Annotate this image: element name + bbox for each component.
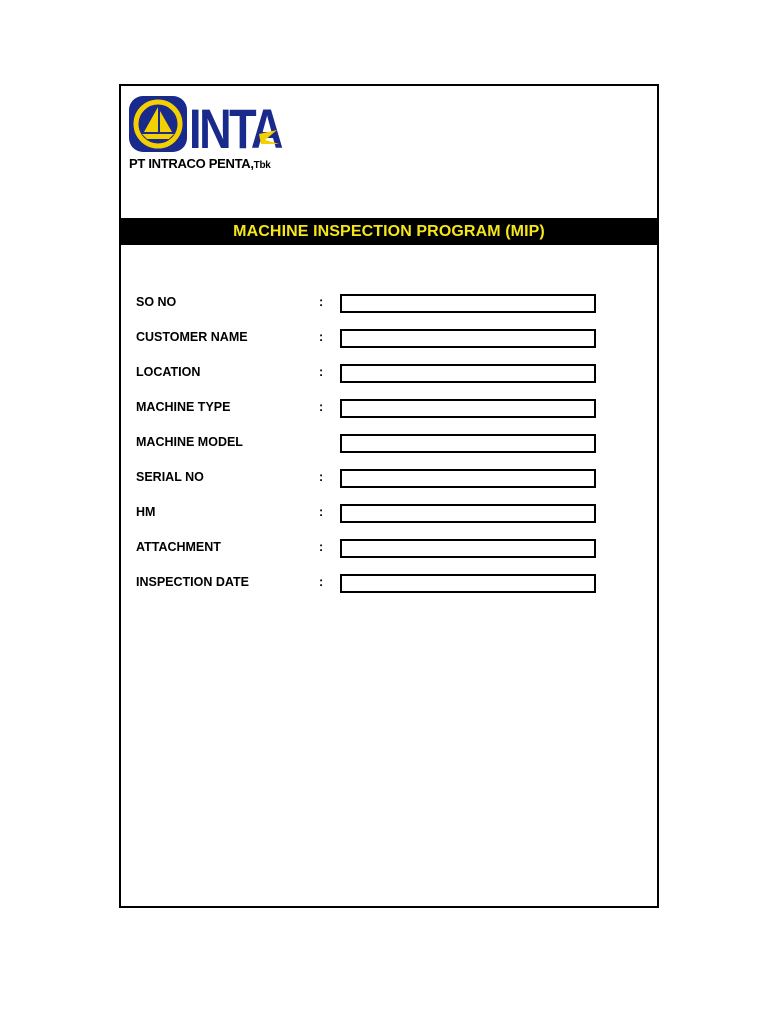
- company-name: [129, 156, 271, 171]
- machine-type-field[interactable]: [340, 399, 596, 418]
- form-row-inspection-date: [121, 574, 657, 609]
- form-row-machine-type: [121, 399, 657, 434]
- field-colon: :: [319, 295, 324, 309]
- field-label: MACHINE TYPE: [136, 400, 231, 414]
- form-row-location: [121, 364, 657, 399]
- machine-model-field[interactable]: [340, 434, 596, 453]
- customer-name-field[interactable]: [340, 329, 596, 348]
- attachment-field[interactable]: [340, 539, 596, 558]
- inspection-date-field[interactable]: [340, 574, 596, 593]
- so-no-field[interactable]: [340, 294, 596, 313]
- form-row-so-no: [121, 294, 657, 329]
- field-colon: :: [319, 365, 324, 379]
- field-colon: :: [319, 400, 324, 414]
- field-colon: :: [319, 470, 324, 484]
- form-row-serial-no: [121, 469, 657, 504]
- page-title: MACHINE INSPECTION PROGRAM (MIP): [233, 222, 545, 240]
- company-name-main: PT INTRACO PENTA,: [129, 156, 254, 171]
- hm-field[interactable]: [340, 504, 596, 523]
- form-row-machine-model: [121, 434, 657, 469]
- inspection-form: [121, 294, 657, 609]
- field-label: HM: [136, 505, 156, 519]
- inta-logo-icon: [129, 94, 289, 160]
- form-row-customer-name: [121, 329, 657, 364]
- field-colon: :: [319, 575, 324, 589]
- company-name-suffix: Tbk: [253, 160, 271, 171]
- title-bar: [121, 218, 657, 245]
- field-label: SO NO: [136, 295, 177, 309]
- location-field[interactable]: [340, 364, 596, 383]
- form-row-attachment: [121, 539, 657, 574]
- serial-no-field[interactable]: [340, 469, 596, 488]
- field-label: ATTACHMENT: [136, 540, 221, 554]
- field-label: SERIAL NO: [136, 470, 204, 484]
- field-label: LOCATION: [136, 365, 201, 379]
- document-page: [119, 84, 659, 908]
- field-label: CUSTOMER NAME: [136, 330, 248, 344]
- form-row-hm: [121, 504, 657, 539]
- svg-text:INTA: INTA: [189, 97, 283, 160]
- field-label: INSPECTION DATE: [136, 575, 249, 589]
- field-colon: :: [319, 540, 324, 554]
- field-colon: :: [319, 330, 324, 344]
- field-colon: :: [319, 505, 324, 519]
- field-label: MACHINE MODEL: [136, 435, 243, 449]
